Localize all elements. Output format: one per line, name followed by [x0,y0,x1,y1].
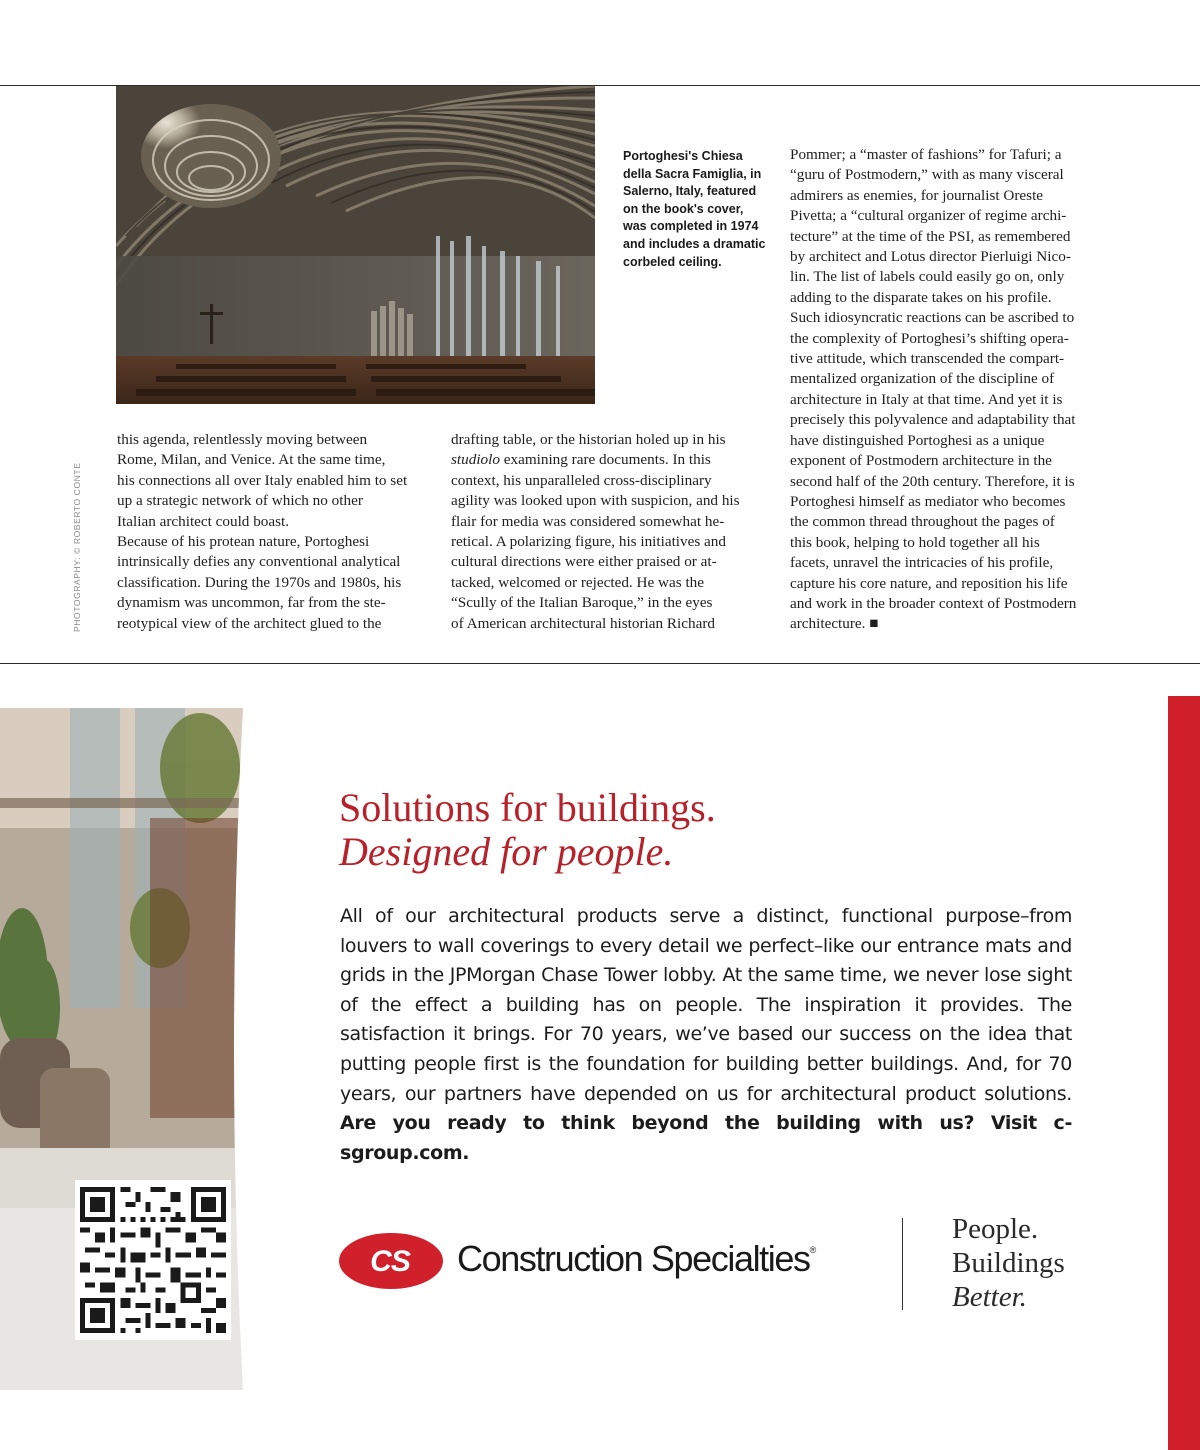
photo-caption: Portoghesi's Chiesa della Sacra Famiglia, in Salerno, Italy, featured on the book's cover, was completed in 1974 and includes a dramatic corbeled ceiling. [623,149,766,269]
logo-initials: CS [370,1245,410,1278]
logo-divider [902,1218,903,1310]
brand-name-text: Construction Specialties [457,1238,810,1279]
ad-headline [339,786,716,874]
tagline-line-3: Better. [952,1281,1027,1313]
ad-body-text: All of our architectural products serve a distinct, functional purpose–from louvers to wall coverings to every detail we perfect–like our entrance mats and grids in the JPMorgan Chase Tower lobby. At the same time, we never lose sight of the effect a building has on people. The inspiration it provides. The satisfaction it brings. For 70 years, we’ve based our success on the idea that putting people first is the foundation for building better buildings. And, for 70 years, our partners have depended on us for architectural product solutions. [340,905,1072,1105]
ad-body-copy [340,902,1072,1168]
article-column-3: Pommer; a “master of fashions” for Tafuri; a “guru of Postmodern,” with as many visceral admirers as enemies, for journalist Oreste Pivetta; a “cultural organizer of regime archi- tecture” at the time of the PSI, as remembered by architect and Lotus director Pierluigi Nico- lin. The list of labels could easily go on, only adding to the disparate takes on his profile. Such idiosyncratic reactions can be ascribed to the complexity of Portoghesi’s shifting opera- tive attitude, which transcended the compart- mentalized organization of the discipline of architecture in Italy at that time. And yet it is precisely this polyvalence and adaptability that have distinguished Portoghesi as a unique exponent of Postmodern architecture in the second half of the 20th century. Therefore, it is Portoghesi himself as mediator who becomes the common thread throughout the pages of this book, helping to hold together all his facets, unravel the intricacies of his profile, capture his core nature, and reposition his life and work in the broader context of Postmodern architecture. ■ [790,146,1077,633]
registered-mark: ® [809,1245,817,1255]
qr-code-icon[interactable] [75,1180,231,1340]
headline-line-1: Solutions for buildings. [339,785,716,830]
article-column-2 [451,430,771,634]
column-2-text-b: examining rare documents. In this context, his unparalleled cross-disciplinary agility was looked upon with suspicion, and his flair for media was considered somewhat he- retical. A polarizing figure, his initiatives and cultural directions were either praised or at- tacked, welcomed or rejected. He was the “Scully of the Italian Baroque,” in the eyes of American architectural historian Richard [451,451,740,632]
ad-call-to-action[interactable]: Are you ready to think beyond the building with us? Visit c-sgroup.com. [340,1112,1072,1164]
church-interior-photo [116,86,595,404]
brand-tagline [952,1212,1065,1314]
section-divider-rule [0,663,1200,664]
headline-line-2: Designed for people. [339,829,674,874]
brand-color-bar [1168,696,1200,1450]
photo-credit: PHOTOGRAPHY: © ROBERTO CONTE [72,462,82,632]
studiolo-term: studiolo [451,451,500,469]
brand-name [457,1238,816,1280]
tagline-line-1: People. [952,1213,1039,1245]
cs-logo-icon [338,1232,444,1295]
column-2-text-a: drafting table, or the historian holed up in his [451,431,726,448]
article-column-1: this agenda, relentlessly moving between Rome, Milan, and Venice. At the same time, his connections all over Italy enabled him to set up a strategic network of which no other Italian architect could boast. Because of his protean nature, Portoghesi intrinsically defies any conventional analytical classification. During the 1970s and 1980s, his dynamism was uncommon, far from the ste- reotypical view of the architect glued to the [117,431,408,632]
tagline-line-2: Buildings [952,1247,1065,1279]
